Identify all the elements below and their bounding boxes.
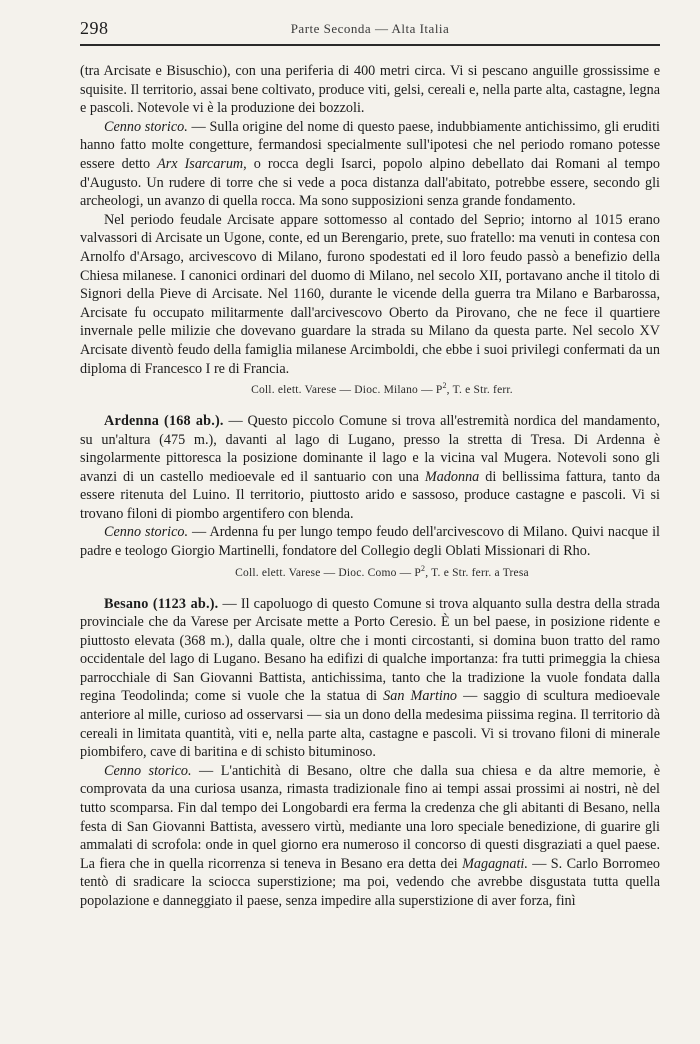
entry-heading-besano: Besano: [104, 595, 149, 612]
entry-heading-ardenna: Ardenna: [104, 412, 160, 429]
section-label: Cenno storico.: [104, 524, 189, 541]
arcisate-reference-line: Coll. elett. Varese — Dioc. Milano — $P^2$, T. e Str. ferr.: [251, 381, 513, 396]
ardenna-reference-line: Coll. elett. Varese — Dioc. Como — $P^2$, T. e Str. ferr. a Tresa: [235, 563, 529, 579]
body-text: [80, 62, 660, 911]
section-label: Cenno storico.: [104, 762, 192, 779]
section-label: Cenno storico.: [104, 118, 188, 135]
arcisate-paragraph-feudal: Nel periodo feudale Arcisate appare sottomesso al contado del Seprio; intorno al 1015 erano valvassori di Arcisate un Ugone, conte, ed un Berengario, prete, suo fratello: ma venuti in contesa con Arnolfo d'Arsago, arcivescovo di Milano, furono spodestati ed il loro feudo passò a benefizio della Chiesa milanese. I canonici ordinari del duomo di Milano, nel secolo XII, portavano anche il titolo di Signori della Pieve di Arcisate. Nel 1160, durante le vicende della guerra tra Milano e Barbarossa, Arcisate fu occupato militarmente dall'arcivescovo Oberto da Pirovano, che ne fece il quartiere invernale pelle milizie che dovevano guardare la strada su Milano da questa parte. Nel secolo XV Arcisate diventò feudo della famiglia milanese Arcimboldi, che ebbe i suoi privilegi confermati da un diploma di Francesco I re di Francia.: [80, 211, 660, 377]
besano-paragraph-description: Besano (1123 ab.). — Il capoluogo di questo Comune si trova alquanto sulla destra della strada provinciale che da Varese per Arcisate mette a Porto Ceresio. È un bel paese, in posizione ridente e piuttosto elevata (368 m.), dalla quale, oltre che i monti circostanti, si domina buon tratto del ramo occidentale del lago di Lugano. Besano ha edifizi di qualche importanza: fra tutti primeggia la chiesa parrocchiale di San Giovanni Battista, antichissima, tanto che la tradizione la vuole fondata dalla regina Teodolinda; come si vuole che la statua di San Martino — saggio di scultura medioevale anteriore al mille, curioso ad osservarsi — sia un dono della medesima piissima regina. Il territorio dà cereali in limitata quantità, viti e, nella parte alta, castagne e pascoli. Vi si trovano filoni di minerale piombifero, cave di baritina e di schisto bituminoso.: [80, 595, 660, 761]
page-number: 298: [80, 18, 109, 38]
latin-name: Arx Isarcarum: [157, 155, 244, 172]
besano-paragraph-history: Cenno storico. — L'antichità di Besano, oltre che dalla sua chiesa e da altre memorie, è comprovata da una curiosa usanza, rimasta tradizionale fino ai tempi assai prossimi ai nostri, nè del tutto scomparsa. Fin dal tempo dei Longobardi era ferma la credenza che gli abitanti di Besano, nella festa di San Giovanni Battista, avessero virtù, mediante una loro speciale benedizione, di guarire gli ammalati di scrofola: onde in quel giorno era numeroso il concorso di questi disgraziati a quel paese. La fiera che in quella ricorrenza si teneva in Besano era detta dei Magagnati. — S. Carlo Borromeo tentò di sradicare la sciocca superstizione; ma poi, vedendo che avrebbe disgustata tutta quella popolazione e danneggiato il paese, senza impedire alla superstizione di aver forza, finì: [80, 762, 660, 909]
population: (1123 ab.).: [148, 595, 219, 612]
arcisate-paragraph-history: Cenno storico. — Sulla origine del nome di questo paese, indubbiamente antichissimo, gli eruditi hanno fatto molte congetture, fermandosi specialmente sull'ipotesi che nel periodo romano potesse essere detto Arx Isarcarum, o rocca degli Isarci, popolo alpino debellato dai Romani al tempo d'Augusto. Un rudere di torre che si vede a poca distanza dall'abitato, potrebbe essere, secondo gli archeologi, un avanzo di quella rocca. Ma sono supposizioni senza grande fondamento.: [80, 118, 660, 210]
ardenna-paragraph-description: Ardenna (168 ab.). — Questo piccolo Comune si trova all'estremità nordica del mandamento, su un'altura (475 m.), davanti al lago di Lugano, presso la stretta di Tresa. Di Ardenna è singolarmente pittoresca la posizione dominante il lago e la vicina val Mugera. Notevoli sono gli avanzi di un castello medioevale ed il santuario con una Madonna di bellissima fattura, tanto da essere ritenuta del Luino. Il territorio, piuttosto arido e sassoso, produce castagne e pascoli. Vi si trovano filoni di piombo argentifero con blenda.: [80, 412, 661, 522]
page-header: [80, 14, 660, 46]
arcisate-paragraph-description: (tra Arcisate e Bisuschio), con una periferia di 400 metri circa. Vi si pescano anguille grossissime e squisite. Il territorio, assai bene coltivato, produce viti, gelsi, cereali e, nella parte alta, castagne, legna e pascoli. Notevole vi è la produzione dei bozzoli.: [80, 63, 660, 117]
ardenna-paragraph-history: Cenno storico. — Ardenna fu per lungo tempo feudo dell'arcivescovo di Milano. Quivi nacque il padre e teologo Giorgio Martinelli, fondatore del Collegio degli Oblati Missionari di Rho.: [80, 524, 660, 560]
running-title: Parte Seconda — Alta Italia: [290, 21, 450, 36]
population: (168 ab.).: [159, 412, 224, 429]
